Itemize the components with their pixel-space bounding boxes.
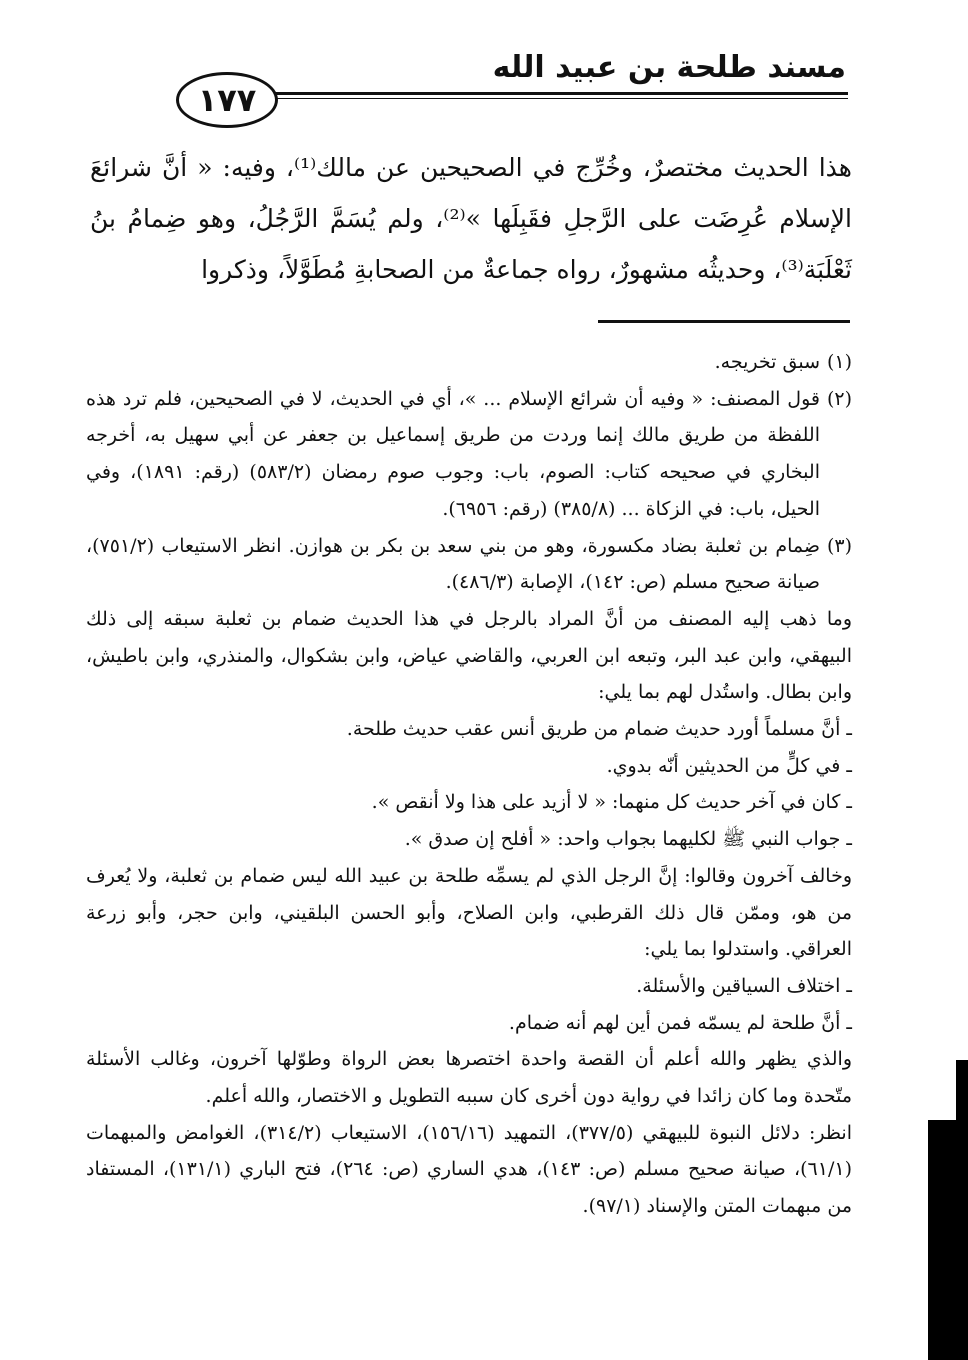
header-rule bbox=[240, 92, 848, 95]
note-bullet: ـ أنَّ مسلماً أورد حديث ضمام من طريق أنس عقب حديث طلحة. bbox=[346, 718, 852, 741]
footnote-number: (٢) bbox=[826, 387, 852, 410]
main-text bbox=[90, 142, 852, 295]
footnote-3 bbox=[86, 528, 852, 601]
note-bullet: ـ أنَّ طلحة لم يسمّه فمن أين لهم أنه ضمام. bbox=[508, 1011, 852, 1034]
footnote-number: (٣) bbox=[826, 534, 852, 557]
note-paragraph: وما ذهب إليه المصنف من أنَّ المراد بالرجل في هذا الحديث ضمام بن ثعلبة سبقه إلى ذلك البيهقي، وابن عبد البر، وتبعه ابن العربي، والقاضي عياض، وابن بشكوال، والمنذري، وابن باطيش، وابن بطال. واستُدل لهم بما يلي: bbox=[86, 607, 852, 704]
note-bullet: ـ جواب النبي ﷺ لكليهما بجواب واحد: « أفلح إن صدق ». bbox=[404, 828, 852, 851]
footnote-2 bbox=[86, 381, 852, 528]
footnote-number: (١) bbox=[826, 351, 852, 373]
note-paragraph: وخالف آخرون وقالوا: إنَّ الرجل الذي لم يسمِّه طلحة بن عبيد الله ليس ضمام بن ثعلبة، ولا يُعرف من هو، وممّن قال ذلك القرطبي، وابن الصلاح، وأبو الحسن البلقيني، وابن حجر، وأبو زرعة العراقي. واستدلوا بما يلي: bbox=[86, 864, 852, 961]
note-paragraph: انظر: دلائل النبوة للبيهقي (٣٧٧/٥)، التمهيد (١٥٦/١٦)، الاستيعاب (٣١٤/٢)، الغوامض والمبهمات (٦١/١)، صيانة صحيح مسلم (ص: ١٤٣)، هدي الساري (ص: ٢٦٤)، فتح الباري (١٣١/١)، المستفاد من مبهمات المتن والإسناد (٩٧/١). bbox=[86, 1121, 852, 1218]
footnote-text: قول المصنف: « وفيه أن شرائع الإسلام ... »، أي في الحديث، لا في الصحيحين، فلم ترد هذه اللفظة من طريق مالك إنما وردت من طريق إسماعيل بن جعفر عن أبي سهيل به، أخرجه البخاري في صحيحه كتاب: الصوم، باب: وجوب صوم رمضان (٥٨٣/٢) (رقم: ١٨٩١)، وفي الحيل، باب: في الزكاة ... (٣٨٥/٨) (رقم: ٦٩٥٦). bbox=[86, 387, 820, 520]
footnote-text: ضِمام بن ثعلبة بضاد مكسورة، وهو من بني سعد بن بكر بن هوازن. انظر الاستيعاب (٧٥١/٢)، صيانة صحيح مسلم (ص: ١٤٢)، الإصابة (٤٨٦/٣). bbox=[86, 534, 820, 594]
footnote-separator bbox=[598, 320, 850, 323]
header-rule-thin bbox=[240, 98, 848, 99]
footnote-text: سبق تخريجه. bbox=[714, 351, 820, 373]
note-bullet: ـ في كلٍّ من الحديثين أنّه بدوي. bbox=[606, 754, 852, 777]
note-bullet: ـ اختلاف السياقين والأسئلة. bbox=[636, 974, 852, 997]
note-bullet: ـ كان في آخر حديث كل منهما: « لا أزيد على هذا ولا أنقص ». bbox=[371, 791, 852, 814]
page-number: ١٧٧ bbox=[176, 72, 278, 128]
footnote-1 bbox=[86, 344, 852, 381]
running-title: مسند طلحة بن عبيد الله bbox=[492, 50, 846, 85]
footnotes bbox=[86, 344, 852, 1225]
binding-shadow bbox=[928, 1120, 968, 1360]
note-paragraph: والذي يظهر والله أعلم أن القصة واحدة اختصرها بعض الرواة وطوّلها آخرون، وغالب الأسئلة متّحدة وما كان زائدا في رواية دون أخرى كان سببه التطويل و الاختصار، والله أعلم. bbox=[86, 1048, 852, 1108]
main-paragraph: هذا الحديث مختصرٌ، وخُرِّج في الصحيحين عن مالك⁽¹⁾، وفيه: « أنَّ شرائعَ الإسلام عُرِضَت على الرَّجلِ فقَبِلَها »⁽²⁾، ولم يُسَمَّ الرَّجُلُ، وهو ضِمامُ بنُ ثَعْلَبَة⁽³⁾، وحديثُه مشهورٌ، رواه جماعةٌ من الصحابةِ مُطَوَّلاً، وذكروا bbox=[90, 153, 852, 284]
